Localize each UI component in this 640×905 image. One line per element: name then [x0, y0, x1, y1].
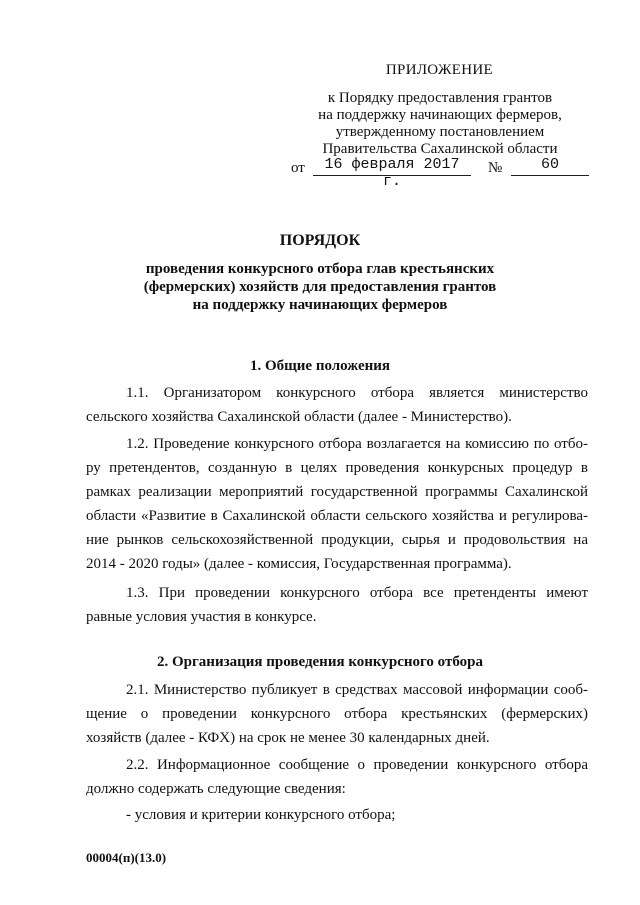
section-heading-2: 2. Организация проведения конкурсного отбора: [156, 654, 483, 670]
subtitle-line: проведения конкурсного отбора глав крестьянских: [145, 261, 495, 277]
decree-date-row: [291, 156, 591, 190]
paragraph-2-2: [86, 753, 588, 801]
paragraph-1-1: [86, 381, 588, 429]
paragraph-line: должно содержать следующие сведения:: [86, 781, 346, 797]
paragraph-line: 2.1. Министерство публикует в средствах массовой информации сооб-: [126, 682, 588, 698]
appendix-line: к Порядку предоставления грантов: [327, 90, 553, 106]
paragraph-line: 1.3. При проведении конкурсного отбора все претенденты имеют: [126, 585, 588, 601]
subtitle-line: на поддержку начинающих фермеров: [192, 297, 448, 313]
appendix-line: Правительства Сахалинской области: [322, 141, 558, 157]
paragraph-line: области «Развитие в Сахалинской области сельского хозяйства и регулирова-: [86, 508, 588, 524]
number-prefix: №: [488, 160, 503, 176]
document-title: ПОРЯДОК: [279, 232, 361, 249]
paragraph-line: равные условия участия в конкурсе.: [86, 609, 317, 625]
paragraph-1-3: [86, 581, 588, 629]
paragraph-line: хозяйств (далее - КФХ) на срок не менее 30 календарных дней.: [86, 730, 490, 746]
paragraph-2-3: [86, 803, 588, 827]
decree-number: 60: [511, 156, 589, 176]
paragraph-line: рамках реализации мероприятий государственной программы Сахалинской: [86, 484, 588, 500]
paragraph-line: сельского хозяйства Сахалинской области (далее - Министерство).: [86, 409, 512, 425]
appendix-line: утвержденному постановлением: [335, 124, 545, 140]
paragraph-2-1: [86, 678, 588, 750]
paragraph-line: ние рынков сельскохозяйственной продукции, сырья и продовольствия на: [86, 532, 588, 548]
document-subtitle: [0, 260, 640, 314]
paragraph-1-2: [86, 432, 588, 576]
decree-date: 16 февраля 2017 г.: [313, 156, 471, 176]
footer-form-code: 00004(п)(13.0): [86, 850, 167, 865]
paragraph-line: ру претендентов, созданную в целях проведения конкурсных процедур в: [86, 460, 588, 476]
paragraph-line: - условия и критерии конкурсного отбора;: [126, 807, 396, 823]
paragraph-line: 2014 - 2020 годы» (далее - комиссия, Государственная программа).: [86, 556, 512, 572]
appendix-block: [305, 62, 575, 158]
appendix-title: ПРИЛОЖЕНИЕ: [385, 62, 493, 78]
date-prefix: от: [291, 160, 305, 176]
section-heading-1: 1. Общие положения: [249, 358, 391, 374]
appendix-line: на поддержку начинающих фермеров,: [318, 107, 562, 123]
paragraph-line: 1.1. Организатором конкурсного отбора является министерство: [126, 385, 588, 401]
paragraph-line: 2.2. Информационное сообщение о проведении конкурсного отбора: [126, 757, 588, 773]
paragraph-line: 1.2. Проведение конкурсного отбора возлагается на комиссию по отбо-: [126, 436, 588, 452]
subtitle-line: (фермерских) хозяйств для предоставления грантов: [143, 279, 497, 295]
paragraph-line: щение о проведении конкурсного отбора крестьянских (фермерских): [86, 706, 588, 722]
